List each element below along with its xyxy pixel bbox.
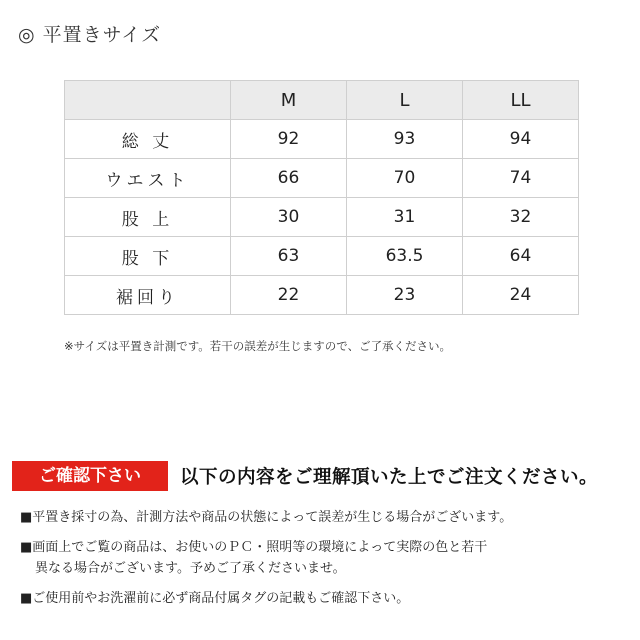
header-cell-m: M [231,81,347,120]
table-row [65,276,579,315]
table-cell: 24 [463,276,579,315]
confirm-badge: ご確認下さい [12,461,168,491]
confirm-title: 以下の内容をご理解頂いた上でご注文ください。 [180,467,599,488]
table-cell: 93 [347,120,463,159]
table-row [65,198,579,237]
list-item: ■ご使用前やお洗濯前に必ず商品付属タグの記載もご確認下さい。 [20,591,410,606]
size-table [64,80,579,315]
table-cell: 92 [231,120,347,159]
table-cell: 74 [463,159,579,198]
table-cell: 94 [463,120,579,159]
table-cell: 31 [347,198,463,237]
table-header-row [65,81,579,120]
row-label: 裾回り [65,276,231,315]
list-item-continuation: 異なる場合がございます。予めご了承くださいませ。 [35,561,346,576]
row-label: 股 下 [65,237,231,276]
measurement-note: ※サイズは平置き計測です。若干の誤差が生じますので、ご了承ください。 [64,339,452,353]
header-cell-l: L [347,81,463,120]
table-cell: 63.5 [347,237,463,276]
table-cell: 70 [347,159,463,198]
page-heading: ◎ 平置きサイズ [18,24,162,46]
table-cell: 64 [463,237,579,276]
header-cell-ll: LL [463,81,579,120]
notes-list [20,507,632,609]
table-cell: 22 [231,276,347,315]
header-cell-blank [65,81,231,120]
table-row [65,120,579,159]
table-cell: 66 [231,159,347,198]
list-item: ■画面上でご覧の商品は、お使いのＰＣ・照明等の環境によって実際の色と若干 [20,540,488,555]
row-label: ウエスト [65,159,231,198]
row-label: 股 上 [65,198,231,237]
row-label: 総 丈 [65,120,231,159]
table-row [65,159,579,198]
list-item: ■平置き採寸の為、計測方法や商品の状態によって誤差が生じる場合がございます。 [20,510,513,525]
table-cell: 32 [463,198,579,237]
table-row [65,237,579,276]
table-cell: 63 [231,237,347,276]
table-cell: 23 [347,276,463,315]
confirm-banner [12,461,598,491]
table-cell: 30 [231,198,347,237]
